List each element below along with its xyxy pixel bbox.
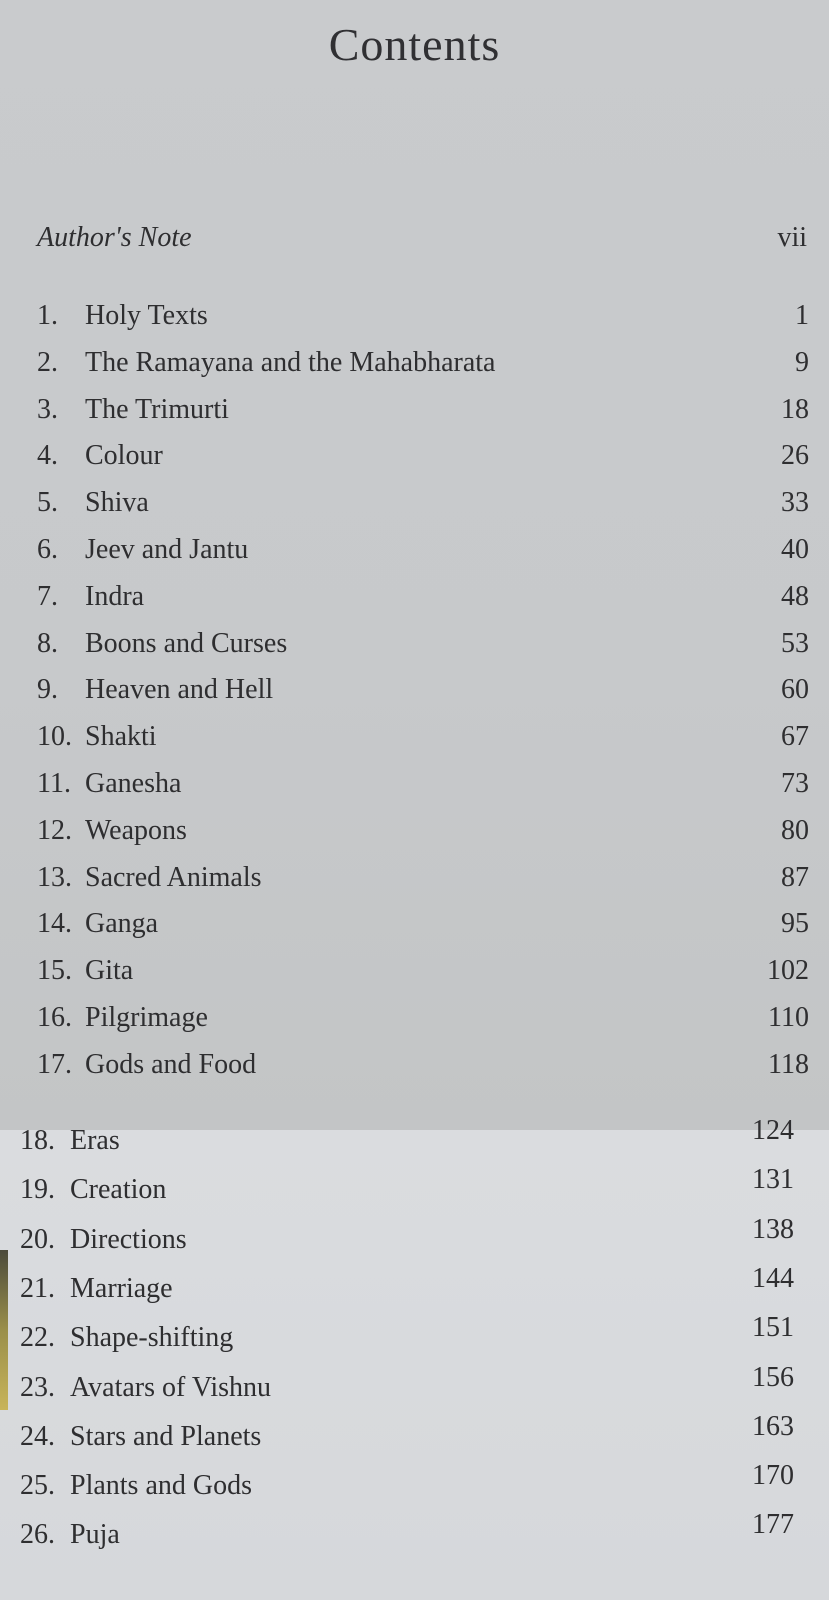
toc-entry [37, 955, 809, 995]
toc-entry-page: 67 [781, 721, 809, 753]
toc-entry-title: Shape-shifting [70, 1322, 234, 1354]
toc-entry-number: 12. [37, 814, 72, 846]
toc-entry-number: 11. [37, 768, 71, 799]
toc-entry-number: 16. [37, 1002, 72, 1033]
toc-entry-number: 4. [37, 440, 58, 472]
toc-entry-page: 131 [752, 1164, 794, 1196]
toc-entry-page: 102 [767, 955, 809, 987]
toc-entry-page: 156 [752, 1361, 794, 1393]
toc-entry-page: 163 [752, 1410, 794, 1442]
toc-entry-title: The Trimurti [85, 393, 229, 425]
toc-entry-number: 8. [37, 627, 58, 659]
toc-entry [37, 628, 809, 668]
toc-entry-page: 124 [752, 1115, 794, 1146]
toc-entry-title: Jeev and Jantu [85, 534, 249, 565]
toc-entry-page: 33 [781, 487, 809, 519]
toc-entry [20, 1115, 794, 1165]
toc-entry-page: 118 [768, 1048, 809, 1080]
toc-entry-page: 9 [795, 346, 809, 378]
toc-entry-title: Creation [70, 1174, 167, 1206]
toc-entry-number: 1. [37, 300, 58, 331]
toc-entry [20, 1213, 794, 1264]
toc-entry-title: Ganga [85, 908, 159, 940]
toc-entry-page: 48 [781, 580, 809, 612]
toc-entry-page: 40 [781, 534, 809, 565]
toc-entry-title: Stars and Planets [70, 1420, 262, 1452]
toc-entry-title: Gods and Food [85, 1048, 257, 1080]
toc-entry [37, 440, 809, 480]
toc-entry-number: 6. [37, 534, 58, 565]
toc-entry-number: 15. [37, 955, 72, 987]
toc-entry [37, 534, 809, 574]
toc-entry-page: 73 [781, 768, 809, 799]
toc-entry [37, 815, 809, 855]
toc-entry-title: Avatars of Vishnu [70, 1371, 272, 1403]
toc-entry-page: 18 [781, 393, 809, 425]
toc-entry-title: Pilgrimage [85, 1002, 208, 1033]
toc-entry [37, 394, 809, 434]
toc-entry-title: Ganesha [85, 768, 182, 799]
toc-entry-number: 23. [20, 1371, 55, 1403]
toc-entry-title: The Ramayana and the Mahabharata [85, 346, 496, 378]
toc-entry-number: 3. [37, 393, 58, 425]
toc-entry-number: 7. [37, 580, 58, 612]
toc-entry [37, 300, 809, 340]
toc-entry-page: 87 [781, 861, 809, 893]
toc-entry-number: 21. [20, 1272, 55, 1304]
toc-entry-number: 18. [20, 1125, 55, 1156]
toc-entry-title: Colour [85, 440, 163, 472]
toc-entry-title: Sacred Animals [85, 861, 262, 893]
toc-entry-page: 177 [752, 1509, 794, 1541]
toc-entry-page: 1 [795, 300, 809, 331]
toc-entry-page: 53 [781, 627, 809, 659]
toc-entry-title: Holy Texts [85, 300, 208, 331]
toc-entry-title: Weapons [85, 814, 187, 846]
toc-entry-title: Shiva [85, 487, 149, 519]
toc-entry-number: 19. [20, 1174, 55, 1206]
toc-entry [37, 347, 809, 387]
toc-entry [37, 674, 809, 714]
toc-entry [37, 581, 809, 621]
toc-entry-title: Plants and Gods [70, 1470, 252, 1502]
toc-entry [20, 1460, 794, 1510]
toc-entry [37, 908, 809, 948]
toc-entry-page: 144 [752, 1262, 794, 1294]
toc-entry [37, 721, 809, 761]
toc-entry [20, 1312, 794, 1362]
toc-entry-title: Shakti [85, 721, 157, 753]
page-title: Contents [328, 19, 501, 70]
toc-entry-number: 13. [37, 861, 72, 893]
toc-entry-title: Marriage [70, 1272, 173, 1304]
toc-entry [37, 487, 809, 527]
toc-entry-number: 22. [20, 1322, 55, 1354]
toc-entry-title: Puja [70, 1519, 120, 1551]
authors-note-page: vii [777, 222, 807, 253]
toc-entry-title: Indra [85, 580, 145, 612]
toc-entry [20, 1509, 794, 1559]
toc-entry-title: Directions [70, 1223, 187, 1255]
toc-entry-number: 5. [37, 487, 58, 519]
toc-entry [37, 1002, 809, 1042]
toc-entry-page: 80 [781, 814, 809, 846]
toc-entry-number: 17. [37, 1048, 72, 1080]
toc-entry-page: 138 [752, 1213, 794, 1245]
toc-entry [37, 1049, 809, 1089]
toc-entry-number: 25. [20, 1470, 55, 1502]
toc-entry [37, 862, 809, 902]
toc-entry-page: 60 [781, 674, 809, 706]
toc-entry-title: Heaven and Hell [85, 674, 274, 706]
toc-entry-title: Gita [85, 955, 134, 987]
toc-entry [37, 768, 809, 808]
toc-entry-page: 151 [752, 1312, 794, 1344]
toc-entry [20, 1410, 794, 1461]
toc-entry-number: 10. [37, 721, 72, 753]
toc-entry-page: 110 [768, 1002, 809, 1033]
toc-entry-number: 2. [37, 346, 58, 378]
toc-entry-number: 20. [20, 1223, 55, 1255]
toc-entry [20, 1262, 794, 1313]
toc-entry-number: 14. [37, 908, 72, 940]
toc-entry-number: 24. [20, 1420, 55, 1452]
toc-entry [20, 1361, 794, 1412]
toc-entry-title: Boons and Curses [85, 627, 288, 659]
toc-entry-page: 26 [781, 440, 809, 472]
authors-note-label: Author's Note [37, 222, 192, 253]
toc-entry-number: 9. [37, 674, 58, 706]
toc-entry-page: 170 [752, 1460, 794, 1492]
toc-entry [20, 1164, 794, 1214]
toc-entry-number: 26. [20, 1519, 55, 1551]
toc-entry-page: 95 [781, 908, 809, 940]
toc-entry-title: Eras [70, 1125, 120, 1156]
